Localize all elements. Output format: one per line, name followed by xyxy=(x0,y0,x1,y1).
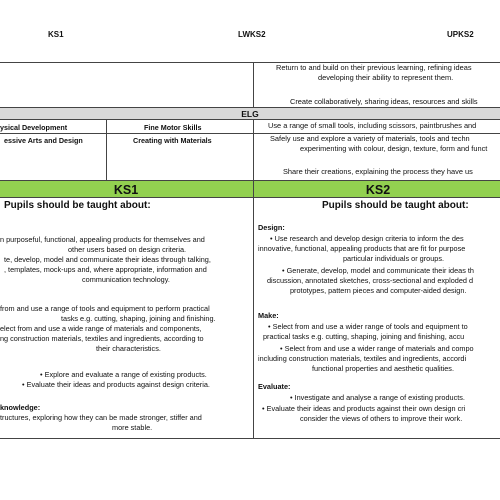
ks1-line: communication technology. xyxy=(82,275,170,284)
ks2-heading-design: Design: xyxy=(258,223,285,232)
ks1-line: their characteristics. xyxy=(96,344,161,353)
ks2-line: consider the views of others to improve their work. xyxy=(300,414,463,423)
ks2-heading-evaluate: Evaluate: xyxy=(258,382,291,391)
header-ks1: KS1 xyxy=(48,30,64,39)
ks2-heading-make: Make: xyxy=(258,311,279,320)
ks2-line: • Generate, develop, model and communicate their ideas th xyxy=(282,266,474,275)
ks1-line: ng construction materials, textiles and ingredients, according to xyxy=(0,334,204,343)
ks1-line: more stable. xyxy=(112,423,153,432)
ks1-line: n purposeful, functional, appealing products for themselves and xyxy=(0,235,205,244)
ks2-line: • Select from and use a wider range of tools and equipment to xyxy=(268,322,468,331)
elg-expressive: essive Arts and Design xyxy=(4,136,83,145)
elg-physical: ysical Development xyxy=(0,123,68,132)
header-upks2: UPKS2 xyxy=(447,30,474,39)
ks1-subhead: Pupils should be taught about: xyxy=(4,200,151,211)
elg-title: ELG xyxy=(0,107,500,120)
ks1-line: knowledge: xyxy=(0,403,41,412)
band-ks1: KS1 xyxy=(0,180,254,198)
ks2-line: • Evaluate their ideas and products against their own design cri xyxy=(262,404,466,413)
ks2-line: innovative, functional, appealing products that are fit for purpose xyxy=(258,244,466,253)
ks1-line: , templates, mock-ups and, where appropriate, information and xyxy=(4,265,207,274)
elg-col-divider-1 xyxy=(106,120,107,180)
top-line-1: Return to and build on their previous learning, refining ideas xyxy=(276,63,472,72)
ks1-line: elect from and use a wide range of materials and components, xyxy=(0,324,202,333)
band-ks2: KS2 xyxy=(253,180,500,198)
ks1-line: tasks e.g. cutting, shaping, joining and finishing. xyxy=(61,314,216,323)
header-lwks2: LWKS2 xyxy=(238,30,266,39)
ks2-line: prototypes, pattern pieces and computer-aided design. xyxy=(290,286,467,295)
ks2-line: • Select from and use a wider range of materials and compo xyxy=(280,344,474,353)
ks2-subhead: Pupils should be taught about: xyxy=(322,200,469,211)
ks2-line: • Investigate and analyse a range of existing products. xyxy=(290,393,465,402)
ks2-line: practical tasks e.g. cutting, shaping, joining and finishing, accu xyxy=(263,332,465,341)
ks1-line: • Explore and evaluate a range of existing products. xyxy=(40,370,207,379)
ks1-line: te, develop, model and communicate their ideas through talking, xyxy=(4,255,211,264)
top-line-2: developing their ability to represent them. xyxy=(318,73,454,82)
ks2-line: functional properties and aesthetic qualities. xyxy=(312,364,454,373)
ks2-line: • Use research and develop design criteria to inform the des xyxy=(270,234,464,243)
ks1-line: other users based on design criteria. xyxy=(68,245,187,254)
content-divider xyxy=(253,198,254,438)
elg-fine-motor-text: Use a range of small tools, including scissors, paintbrushes and xyxy=(268,121,477,130)
ks1-line: • Evaluate their ideas and products against design criteria. xyxy=(22,380,210,389)
ks2-line: discussion, annotated sketches, cross-sectional and exploded d xyxy=(267,276,474,285)
elg-creating-line-2: experimenting with colour, design, texture, form and funct xyxy=(300,144,488,153)
elg-col-divider-2 xyxy=(253,120,254,180)
elg-creating-line-3: Share their creations, explaining the process they have us xyxy=(283,167,473,176)
ks2-line: including construction materials, textiles and ingredients, accordi xyxy=(258,354,467,363)
top-divider xyxy=(253,62,254,107)
top-line-3: Create collaboratively, sharing ideas, resources and skills xyxy=(290,97,478,106)
ks1-line: from and use a range of tools and equipment to perform practical xyxy=(0,304,210,313)
content-bottom xyxy=(0,438,500,439)
elg-fine-motor: Fine Motor Skills xyxy=(144,123,202,132)
ks2-line: particular individuals or groups. xyxy=(343,254,444,263)
elg-creating-line-1: Safely use and explore a variety of materials, tools and techn xyxy=(270,134,470,143)
elg-creating: Creating with Materials xyxy=(133,136,212,145)
ks1-line: tructures, exploring how they can be made stronger, stiffer and xyxy=(0,413,202,422)
